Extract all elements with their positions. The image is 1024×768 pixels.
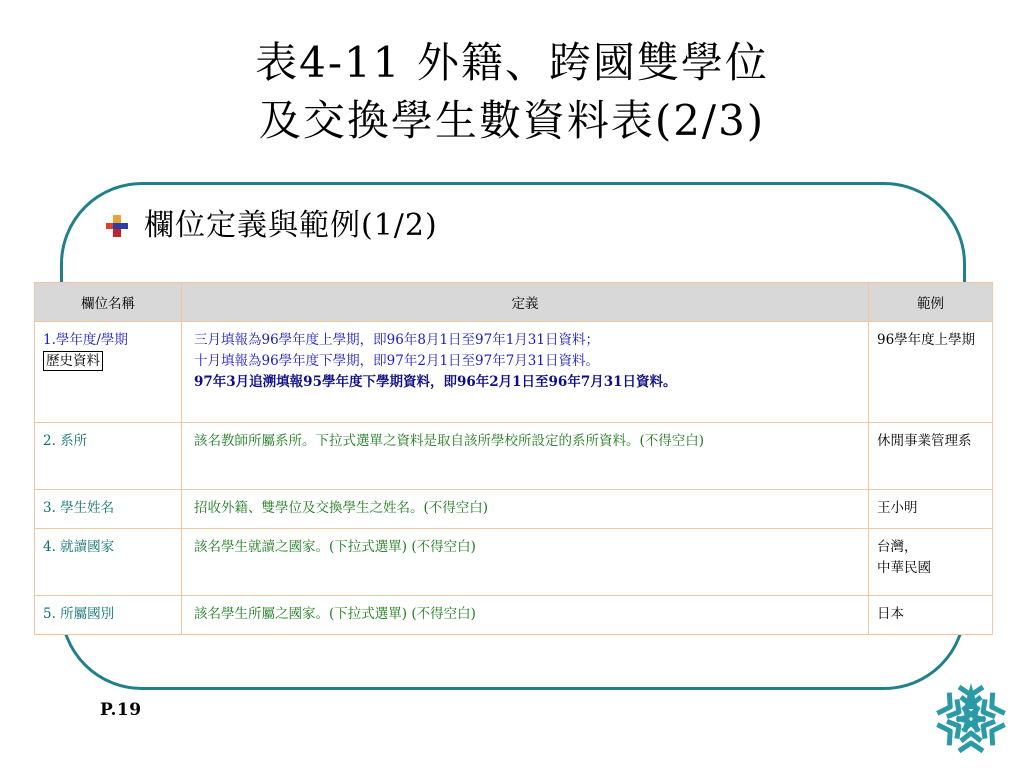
definition-cell: 該名教師所屬系所。下拉式選單之資料是取自該所學校所設定的系所資料。(不得空白) [182,423,869,490]
example-cell [869,529,993,596]
example-cell: 日本 [869,596,993,635]
slide-title [0,34,1024,150]
table-row [35,490,993,529]
title-line-2: 及交換學生數資料表(2/3) [258,96,766,145]
example-cell: 王小明 [869,490,993,529]
table-row [35,596,993,635]
example-line: 中華民國 [877,560,931,576]
example-line: 台灣， [877,539,918,555]
header-definition: 定義 [182,283,869,322]
section-heading: 欄位定義與範例(1/2) [144,208,438,243]
definition-cell: 該名學生就讀之國家。(下拉式選單) (不得空白) [182,529,869,596]
definition-cell [182,322,869,423]
field-name-cell: 4. 就讀國家 [35,529,182,596]
field-name-cell [35,322,182,423]
table-row [35,529,993,596]
field-name-cell: 5. 所屬國別 [35,596,182,635]
definition-line: 十月填報為96學年度下學期，即97年2月1日至97年7月31日資料。 [194,353,599,369]
snowflake-logo-icon [928,676,1014,762]
definition-cell: 招收外籍、雙學位及交換學生之姓名。(不得空白) [182,490,869,529]
definition-line: 97年3月追溯填報95學年度下學期資料，即96年2月1日至96年7月31日資料。 [194,374,677,390]
square-bullet-icon [104,213,130,239]
field-name: 1.學年度/學期 [43,332,128,348]
history-data-tag: 歷史資料 [43,351,103,371]
field-name-cell: 2. 系所 [35,423,182,490]
field-definition-table [34,282,992,635]
definition-line: 三月填報為96學年度上學期，即96年8月1日至97年1月31日資料； [194,332,599,348]
header-field-name: 欄位名稱 [35,283,182,322]
example-cell: 96學年度上學期 [869,322,993,423]
table-row [35,423,993,490]
example-cell: 休閒事業管理系 [869,423,993,490]
table-header-row [35,283,993,322]
page-number: P.19 [100,700,142,720]
table-row [35,322,993,423]
section-bullet [104,206,438,246]
header-example: 範例 [869,283,993,322]
definition-cell: 該名學生所屬之國家。(下拉式選單) (不得空白) [182,596,869,635]
field-name-cell: 3. 學生姓名 [35,490,182,529]
title-line-1: 表4-11 外籍、跨國雙學位 [255,38,769,87]
